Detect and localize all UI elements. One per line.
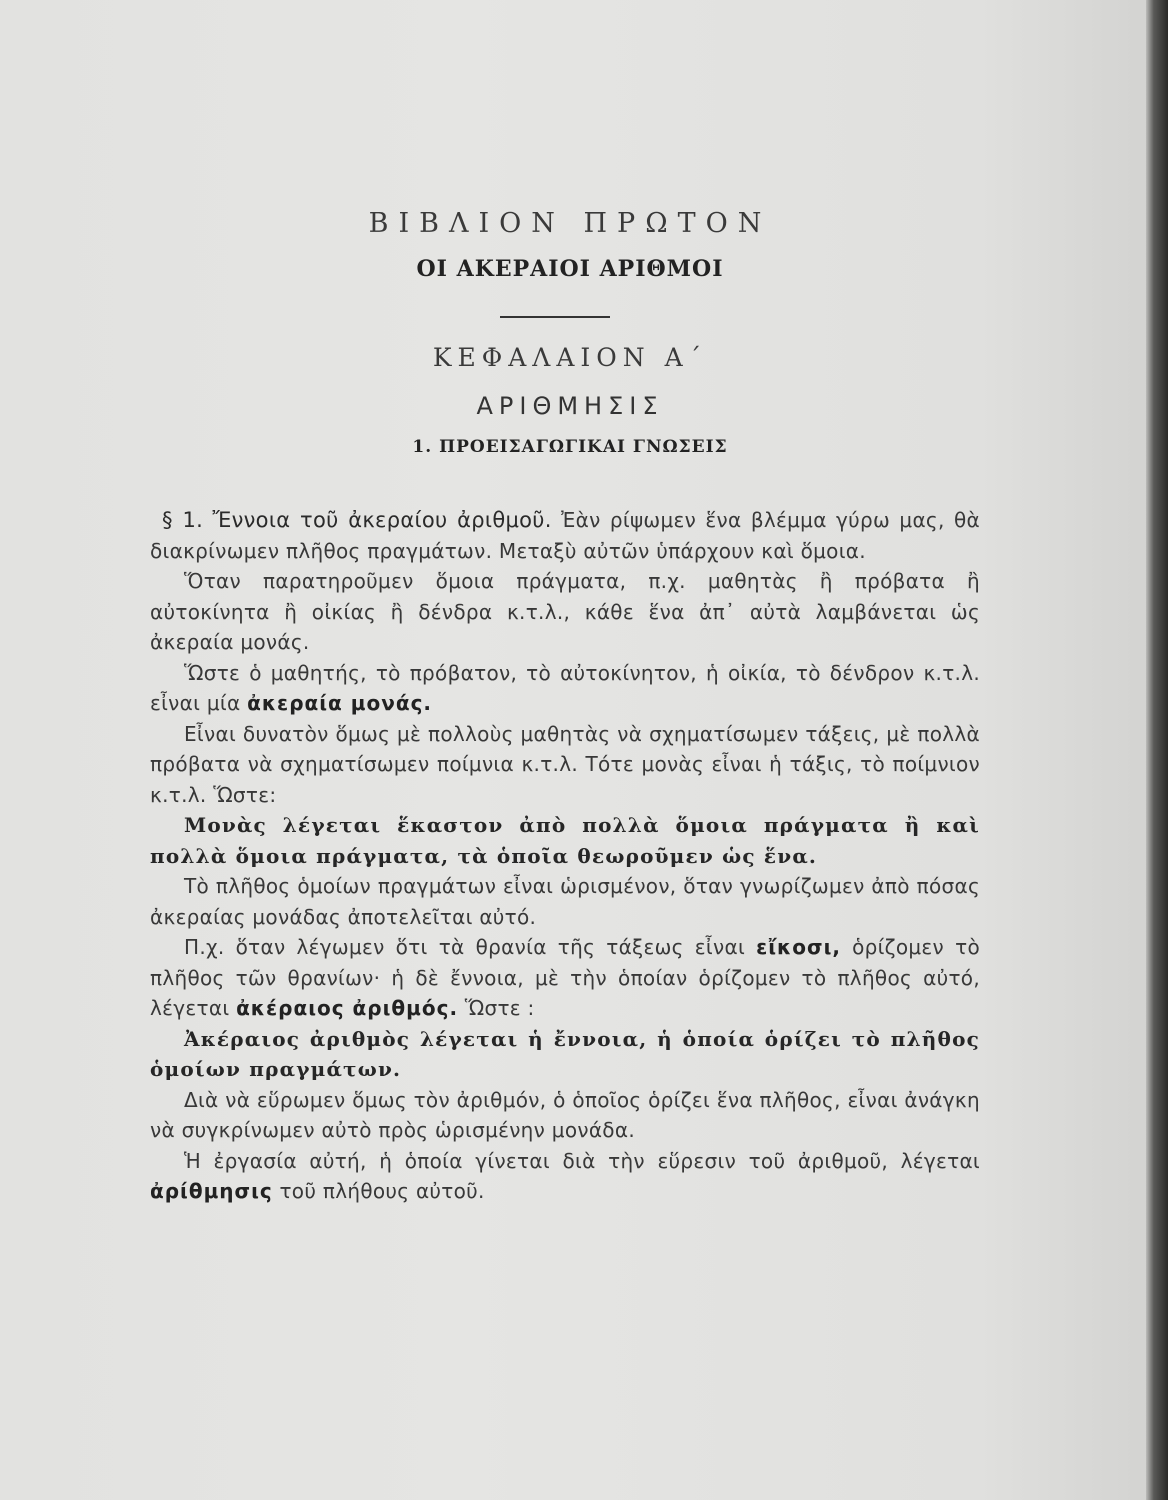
section-heading: 1. ΠΡΟΕΙΣΑΓΩΓΙΚΑΙ ΓΝΩΣΕΙΣ bbox=[412, 437, 728, 457]
paragraph-1 bbox=[150, 505, 980, 566]
term-integer-number: ἀκέραιος ἀριθμός. bbox=[236, 996, 459, 1020]
paragraph-6 bbox=[150, 932, 980, 1024]
paragraph-7: Διὰ νὰ εὕρωμεν ὅμως τὸν ἀριθμόν, ὁ ὁποῖος ὁρίζει ἕνα πλῆθος, εἶναι ἀνάγκη νὰ συγκρίνωμεν αὐτὸ πρὸς ὡρισμένην μονάδα. bbox=[150, 1087, 980, 1142]
term-twenty: εἴκοσι, bbox=[756, 935, 841, 959]
paragraph-8-text-a: Ἡ ἐργασία αὐτή, ἡ ὁποία γίνεται διὰ τὴν εὕρεσιν τοῦ ἀριθμοῦ, λέγεται bbox=[184, 1148, 980, 1173]
chapter-subtitle: ΑΡΙΘΜΗΣΙΣ bbox=[476, 392, 664, 420]
paragraph-3-text: Ὥστε ὁ μαθητής, τὸ πρόβατον, τὸ αὐτοκίνητον, ἡ οἰκία, τὸ δένδρον κ.τ.λ. εἶναι μία bbox=[150, 660, 980, 715]
book-subtitle: ΟΙ ΑΚΕΡΑΙΟΙ ΑΡΙΘΜΟΙ bbox=[416, 256, 724, 282]
body-text bbox=[150, 505, 980, 1207]
term-integer-unit: ἀκεραία μονάς. bbox=[247, 691, 433, 715]
definition-unit: Μονὰς λέγεται ἕκαστον ἀπὸ πολλὰ ὅμοια πράγματα ἢ καὶ πολλὰ ὅμοια πράγματα, τὰ ὁποῖα θεωροῦμεν ὡς ἕνα. bbox=[150, 813, 980, 868]
paragraph-5: Τὸ πλῆθος ὁμοίων πραγμάτων εἶναι ὡρισμένον, ὅταν γνωρίζωμεν ἀπὸ πόσας ἀκεραίας μονάδας ἀποτελεῖται αὐτό. bbox=[150, 874, 980, 929]
paragraph-8 bbox=[150, 1146, 980, 1207]
section-name: Ἔννοια τοῦ ἀκεραίου ἀριθμοῦ. bbox=[212, 508, 552, 532]
chapter-title: ΚΕΦΑΛΑΙΟΝ Α΄ bbox=[432, 343, 708, 372]
paragraph-6-text-c: Ὥστε : bbox=[464, 996, 535, 1020]
section-number: § 1. bbox=[162, 508, 204, 532]
paragraph-2: Ὅταν παρατηροῦμεν ὅμοια πράγματα, π.χ. μαθητὰς ἢ πρόβατα ἢ αὐτοκίνητα ἢ οἰκίας ἢ δένδρα κ.τ.λ., κάθε ἕνα ἀπ᾽ αὐτὰ λαμβάνεται ὡς ἀκεραία μονάς. bbox=[150, 569, 980, 654]
paragraph-3 bbox=[150, 658, 980, 719]
paragraph-6-text-a: Π.χ. ὅταν λέγωμεν ὅτι τὰ θρανία τῆς τάξεως εἶναι bbox=[184, 935, 746, 959]
title-divider bbox=[500, 316, 610, 318]
book-title: ΒΙΒΛΙΟΝ ΠΡΩΤΟΝ bbox=[368, 208, 772, 239]
paragraph-1-text: Ἐὰν ρίψωμεν ἕνα βλέμμα γύρω μας, θὰ διακρίνωμεν πλῆθος πραγμάτων. Μεταξὺ αὐτῶν ὑπάρχουν καὶ ὅμοια. bbox=[150, 508, 980, 563]
term-counting: ἀρίθμησις bbox=[150, 1179, 273, 1203]
page-edge-shadow bbox=[1146, 0, 1168, 1500]
paragraph-4: Εἶναι δυνατὸν ὅμως μὲ πολλοὺς μαθητὰς νὰ σχηματίσωμεν τάξεις, μὲ πολλὰ πρόβατα νὰ σχηματίσωμεν ποίμνια κ.τ.λ. Τότε μονὰς εἶναι ἡ τάξις, τὸ ποίμνιον κ.τ.λ. Ὥστε: bbox=[150, 721, 980, 807]
definition-integer: Ἀκέραιος ἀριθμὸς λέγεται ἡ ἔννοια, ἡ ὁποία ὁρίζει τὸ πλῆθος ὁμοίων πραγμάτων. bbox=[150, 1026, 980, 1081]
paragraph-6-text-b: ὁρίζομεν τὸ πλῆθος τῶν θρανίων· ἡ δὲ ἔννοια, μὲ τὴν ὁποίαν ὁρίζομεν τὸ πλῆθος αὐτό, λέγεται bbox=[150, 935, 980, 1020]
paragraph-8-text-b: τοῦ πλήθους αὐτοῦ. bbox=[279, 1179, 485, 1203]
